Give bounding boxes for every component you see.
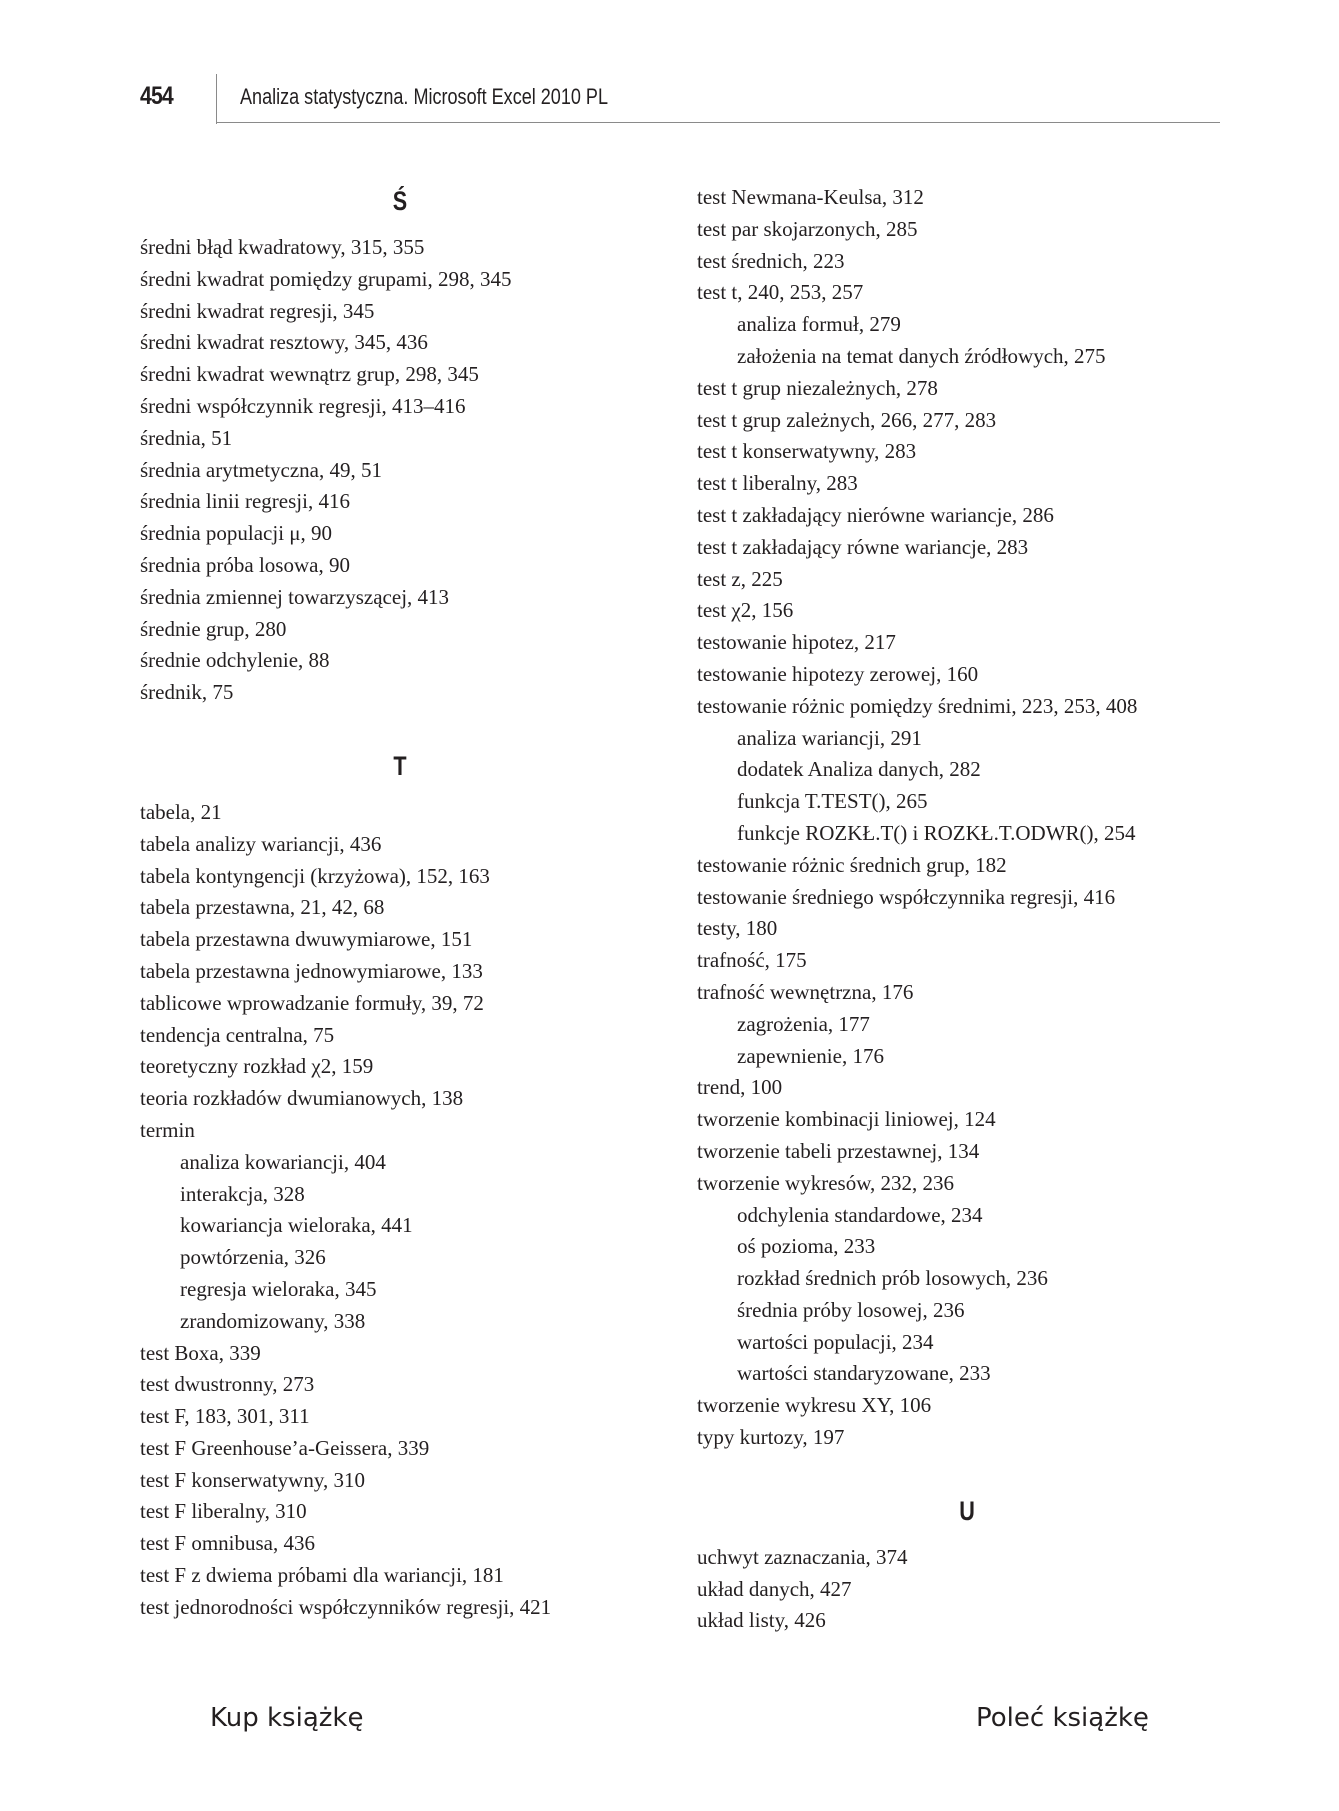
index-entry: test t grup zależnych, 266, 277, 283 — [697, 407, 997, 432]
index-entry: teoria rozkładów dwumianowych, 138 — [140, 1086, 464, 1111]
index-entry: test z, 225 — [697, 566, 783, 591]
index-subentry: wartości populacji, 234 — [737, 1329, 934, 1354]
index-subentry: analiza wariancji, 291 — [737, 725, 922, 750]
index-entry: układ danych, 427 — [697, 1576, 852, 1601]
index-entry: testowanie średniego współczynnika regresji, 416 — [697, 884, 1116, 909]
index-entry: tabela przestawna jednowymiarowe, 133 — [140, 958, 483, 983]
section-gap — [697, 1454, 1237, 1492]
index-entry: tworzenie wykresów, 232, 236 — [697, 1170, 954, 1195]
index-subentry: funkcje ROZKŁ.T() i ROZKŁ.T.ODWR(), 254 — [737, 820, 1136, 845]
index-subentry: kowariancja wieloraka, 441 — [180, 1213, 413, 1238]
index-entry: testowanie różnic pomiędzy średnimi, 223, 253, 408 — [697, 693, 1138, 718]
index-entry: test t zakładający równe wariancje, 283 — [697, 534, 1029, 559]
index-subentry: wartości standaryzowane, 233 — [737, 1361, 991, 1386]
index-entry: tabela kontyngencji (krzyżowa), 152, 163 — [140, 863, 490, 888]
index-entry: test Newmana-Keulsa, 312 — [697, 185, 924, 209]
index-entry: test F, 183, 301, 311 — [140, 1404, 310, 1429]
index-entry: tworzenie kombinacji liniowej, 124 — [697, 1107, 996, 1132]
section-letter-heading: Ś — [392, 186, 408, 216]
index-entry: średni współczynnik regresji, 413–416 — [140, 393, 466, 418]
index-entry: termin — [140, 1117, 195, 1142]
index-subentry: oś pozioma, 233 — [737, 1234, 876, 1259]
index-subentry: powtórzenia, 326 — [180, 1245, 326, 1270]
index-entry: testy, 180 — [697, 916, 778, 941]
index-entry: średnia zmiennej towarzyszącej, 413 — [140, 584, 450, 609]
index-entry: test t, 240, 253, 257 — [697, 280, 864, 305]
index-subentry: zapewnienie, 176 — [737, 1043, 884, 1068]
index-entry: test par skojarzonych, 285 — [697, 216, 918, 241]
index-entry: testowanie różnic średnich grup, 182 — [697, 852, 1007, 877]
index-entry: trafność, 175 — [697, 948, 807, 973]
index-entry: tabela przestawna, 21, 42, 68 — [140, 895, 385, 920]
index-entry: tabela analizy wariancji, 436 — [140, 831, 382, 856]
index-entry: średni błąd kwadratowy, 315, 355 — [140, 235, 425, 259]
index-entry: tworzenie tabeli przestawnej, 134 — [697, 1138, 980, 1163]
index-entry: średnie grup, 280 — [140, 616, 287, 641]
index-entry: średnia próba losowa, 90 — [140, 552, 350, 577]
index-entry: średnia, 51 — [140, 425, 233, 450]
index-entry: średnia linii regresji, 416 — [140, 489, 350, 514]
index-entry: typy kurtozy, 197 — [697, 1425, 845, 1450]
index-column-right — [697, 182, 1237, 1637]
index-entry: tabela przestawna dwuwymiarowe, 151 — [140, 927, 473, 952]
index-subentry: analiza formuł, 279 — [737, 312, 901, 337]
index-subentry: założenia na temat danych źródłowych, 275 — [737, 343, 1106, 368]
index-subentry: regresja wieloraka, 345 — [180, 1276, 377, 1301]
index-entry: średnia arytmetyczna, 49, 51 — [140, 457, 382, 482]
index-entry: tendencja centralna, 75 — [140, 1022, 335, 1047]
index-column-left — [140, 182, 660, 1624]
index-entry: średni kwadrat pomiędzy grupami, 298, 345 — [140, 266, 512, 291]
index-entry: teoretyczny rozkład χ2, 159 — [140, 1054, 374, 1079]
index-entry: test F omnibusa, 436 — [140, 1531, 316, 1556]
header-divider — [216, 74, 217, 124]
running-header — [140, 74, 1220, 124]
index-subentry: zagrożenia, 177 — [737, 1011, 870, 1036]
index-entry: trend, 100 — [697, 1075, 783, 1100]
index-entry: testowanie hipotezy zerowej, 160 — [697, 661, 979, 686]
index-subentry: średnia próby losowej, 236 — [737, 1297, 965, 1322]
index-entry: średni kwadrat resztowy, 345, 436 — [140, 330, 428, 355]
index-subentry: dodatek Analiza danych, 282 — [737, 757, 981, 782]
index-entry: test F z dwiema próbami dla wariancji, 181 — [140, 1563, 504, 1588]
index-entry: średnie odchylenie, 88 — [140, 648, 330, 673]
index-entry: średnia populacji μ, 90 — [140, 521, 333, 546]
index-entry: test t konserwatywny, 283 — [697, 439, 917, 464]
index-entry: uchwyt zaznaczania, 374 — [697, 1544, 908, 1569]
page-number: 454 — [140, 82, 173, 110]
index-entry: test dwustronny, 273 — [140, 1372, 315, 1397]
index-entry: test t zakładający nierówne wariancje, 286 — [697, 502, 1054, 527]
index-entry: tabela, 21 — [140, 799, 222, 824]
index-entry: test χ2, 156 — [697, 598, 794, 623]
index-entry: test F liberalny, 310 — [140, 1499, 307, 1524]
index-entry: test średnich, 223 — [697, 248, 845, 273]
recommend-book-link[interactable]: Poleć książkę — [976, 1703, 1149, 1733]
index-subentry: funkcja T.TEST(), 265 — [737, 789, 928, 814]
index-entry: średni kwadrat regresji, 345 — [140, 298, 375, 323]
section-gap — [140, 709, 660, 747]
index-entry: układ listy, 426 — [697, 1608, 826, 1633]
index-entry: test F konserwatywny, 310 — [140, 1467, 365, 1492]
index-entry: testowanie hipotez, 217 — [697, 630, 896, 655]
index-entry: test t grup niezależnych, 278 — [697, 375, 938, 400]
index-entry: trafność wewnętrzna, 176 — [697, 979, 914, 1004]
section-letter-heading: U — [959, 1495, 975, 1526]
index-entry: tworzenie wykresu XY, 106 — [697, 1393, 932, 1418]
header-rule — [216, 122, 1220, 123]
buy-book-link[interactable]: Kup książkę — [210, 1703, 364, 1733]
index-subentry: zrandomizowany, 338 — [180, 1308, 366, 1333]
index-entry: średnik, 75 — [140, 680, 234, 705]
index-entry: test F Greenhouse’a-Geissera, 339 — [140, 1435, 430, 1460]
index-subentry: rozkład średnich prób losowych, 236 — [737, 1266, 1048, 1291]
index-entry: test jednorodności współczynników regresji, 421 — [140, 1594, 552, 1619]
index-entry: test t liberalny, 283 — [697, 471, 858, 496]
index-entry: średni kwadrat wewnątrz grup, 298, 345 — [140, 362, 479, 387]
index-entry: test Boxa, 339 — [140, 1340, 261, 1365]
index-entry: tablicowe wprowadzanie formuły, 39, 72 — [140, 990, 484, 1015]
book-title: Analiza statystyczna. Microsoft Excel 2010 PL — [240, 84, 608, 109]
index-subentry: odchylenia standardowe, 234 — [737, 1202, 983, 1227]
section-letter-heading: T — [393, 750, 407, 781]
index-subentry: interakcja, 328 — [180, 1181, 305, 1206]
index-subentry: analiza kowariancji, 404 — [180, 1149, 386, 1174]
